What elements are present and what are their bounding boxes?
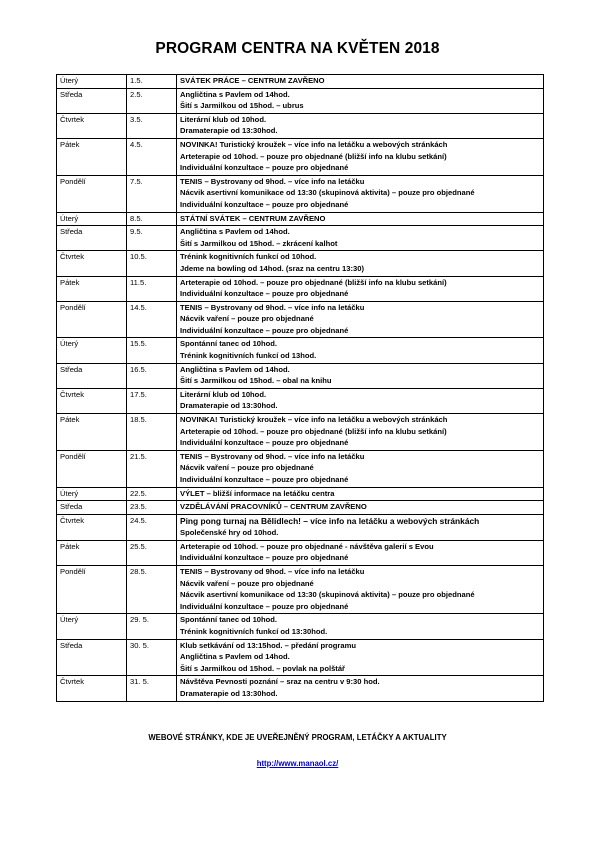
activity-line: TENIS – Bystrovany od 9hod. – více info na letáčku [180,566,365,576]
activity-line: Angličtina s Pavlem od 14hod. [180,364,290,374]
day-cell: Čtvrtek [57,251,127,276]
activity-line: Ping pong turnaj na Bělidlech! – více info na letáčku a webových stránkách [180,515,480,526]
day-cell: Pondělí [57,565,127,613]
day-cell: Čtvrtek [57,388,127,413]
table-row [57,514,544,540]
date-cell: 30. 5. [127,639,177,676]
activity-line: VÝLET – bližší informace na letáčku centra [180,488,335,498]
activity-line: Nácvik vaření – pouze pro objednané [180,314,314,324]
date-cell: 16.5. [127,363,177,388]
schedule-table [56,74,544,702]
activity-line: Trénink kognitivních funkcí od 13hod. [180,351,317,361]
date-cell: 17.5. [127,388,177,413]
page-title: PROGRAM CENTRA NA KVĚTEN 2018 [155,40,440,57]
footer-link-wrap [0,759,595,768]
date-cell: 23.5. [127,501,177,515]
day-cell: Středa [57,226,127,251]
date-cell: 29. 5. [127,614,177,639]
activity-cell [177,514,544,540]
date-cell: 1.5. [127,75,177,89]
activity-line: TENIS – Bystrovany od 9hod. – více info na letáčku [180,302,365,312]
table-row [57,88,544,113]
activity-line: Šití s Jarmilkou od 15hod. – povlak na polštář [180,663,345,673]
schedule-body [57,75,544,702]
activity-cell [177,414,544,451]
activity-line: Arteterapie od 10hod. – pouze pro objednané (bližší info na klubu setkání) [180,277,447,287]
date-cell: 31. 5. [127,676,177,701]
date-cell: 11.5. [127,276,177,301]
activity-line: Klub setkávání od 13:15hod. – předání programu [180,640,356,650]
day-cell: Čtvrtek [57,514,127,540]
activity-cell [177,301,544,338]
activity-line: Jdeme na bowling od 14hod. (sraz na centru 13:30) [180,263,364,273]
table-row [57,138,544,175]
activity-cell [177,363,544,388]
activity-line: Spontánní tanec od 10hod. [180,339,278,349]
day-cell: Pátek [57,276,127,301]
date-cell: 3.5. [127,113,177,138]
day-cell: Pátek [57,414,127,451]
activity-line: Trénink kognitivních funkcí od 10hod. [180,252,317,262]
date-cell: 18.5. [127,414,177,451]
day-cell: Pátek [57,540,127,565]
day-cell: Středa [57,363,127,388]
table-row [57,501,544,515]
footer-text: WEBOVÉ STRÁNKY, KDE JE UVEŘEJNĚNÝ PROGRAM, LETÁČKY A AKTUALITY [148,733,447,742]
day-cell: Středa [57,501,127,515]
activity-line: Individuální konzultace – pouze pro objednané [180,601,349,611]
activity-line: Angličtina s Pavlem od 14hod. [180,652,290,662]
day-cell: Středa [57,88,127,113]
activity-line: Literární klub od 10hod. [180,114,267,124]
activity-line: Angličtina s Pavlem od 14hod. [180,89,290,99]
activity-line: Spontánní tanec od 10hod. [180,615,278,625]
activity-cell [177,501,544,515]
activity-line: Dramaterapie od 13:30hod. [180,401,278,411]
day-cell: Čtvrtek [57,113,127,138]
table-row [57,75,544,89]
activity-line: Nácvik asertivní komunikace od 13:30 (skupinová aktivita) – pouze pro objednané [180,590,475,600]
date-cell: 9.5. [127,226,177,251]
table-row [57,251,544,276]
activity-line: Nácvik asertivní komunikace od 13:30 (skupinová aktivita) – pouze pro objednané [180,188,475,198]
activity-line: Angličtina s Pavlem od 14hod. [180,227,290,237]
table-row [57,276,544,301]
activity-line: NOVINKA! Turistický kroužek – více info na letáčku a webových stránkách [180,415,448,425]
date-cell: 2.5. [127,88,177,113]
table-row [57,113,544,138]
table-row [57,363,544,388]
activity-line: Dramaterapie od 13:30hod. [180,126,278,136]
activity-line: Nácvik vaření – pouze pro objednané [180,463,314,473]
table-row [57,487,544,501]
activity-cell [177,388,544,413]
activity-cell [177,639,544,676]
day-cell: Úterý [57,338,127,363]
date-cell: 24.5. [127,514,177,540]
activity-cell [177,276,544,301]
activity-line: Literární klub od 10hod. [180,389,267,399]
activity-cell [177,138,544,175]
activity-line: STÁTNÍ SVÁTEK – CENTRUM ZAVŘENO [180,213,326,223]
activity-line: Společenské hry od 10hod. [180,528,279,538]
activity-line: Arteterapie od 10hod. – pouze pro objednané (bližší info na klubu setkání) [180,426,447,436]
activity-line: Arteterapie od 10hod. – pouze pro objednané (bližší info na klubu setkání) [180,151,447,161]
activity-cell [177,487,544,501]
table-row [57,450,544,487]
day-cell: Úterý [57,487,127,501]
activity-cell [177,113,544,138]
date-cell: 22.5. [127,487,177,501]
activity-line: TENIS – Bystrovany od 9hod. – více info na letáčku [180,176,365,186]
activity-line: Šití s Jarmilkou od 15hod. – obal na knihu [180,376,332,386]
date-cell: 21.5. [127,450,177,487]
table-row [57,565,544,613]
activity-line: Individuální konzultace – pouze pro objednané [180,475,349,484]
date-cell: 7.5. [127,175,177,212]
activity-line: Nácvik vaření – pouze pro objednané [180,578,314,588]
day-cell: Pondělí [57,175,127,212]
date-cell: 8.5. [127,212,177,226]
date-cell: 10.5. [127,251,177,276]
activity-line: Arteterapie od 10hod. – pouze pro objednané - návštěva galerií s Evou [180,541,434,551]
day-cell: Pátek [57,138,127,175]
table-row [57,414,544,451]
activity-cell [177,226,544,251]
activity-cell [177,75,544,89]
activity-cell [177,212,544,226]
table-row [57,676,544,701]
table-row [57,212,544,226]
table-row [57,540,544,565]
table-row [57,338,544,363]
activity-line: SVÁTEK PRÁCE – CENTRUM ZAVŘENO [180,76,325,85]
table-row [57,614,544,639]
website-link[interactable]: http://www.manaol.cz/ [256,759,339,768]
activity-line: Individuální konzultace – pouze pro objednané [180,163,349,173]
day-cell: Čtvrtek [57,676,127,701]
day-cell: Úterý [57,75,127,89]
activity-cell [177,88,544,113]
activity-cell [177,175,544,212]
activity-line: Individuální konzultace – pouze pro objednané [180,553,349,563]
activity-line: TENIS – Bystrovany od 9hod. – více info na letáčku [180,451,365,461]
activity-cell [177,614,544,639]
activity-line: VZDĚLÁVÁNÍ PRACOVNÍKŮ – CENTRUM ZAVŘENO [180,502,367,512]
activity-line: Šití s Jarmilkou od 15hod. – zkrácení kalhot [180,238,338,248]
activity-line: Šití s Jarmilkou od 15hod. – ubrus [180,101,304,111]
day-cell: Pondělí [57,301,127,338]
activity-cell [177,540,544,565]
date-cell: 15.5. [127,338,177,363]
table-row [57,301,544,338]
date-cell: 28.5. [127,565,177,613]
activity-line: Trénink kognitivních funkcí od 13:30hod. [180,626,328,636]
day-cell: Úterý [57,614,127,639]
day-cell: Úterý [57,212,127,226]
day-cell: Pondělí [57,450,127,487]
activity-cell [177,676,544,701]
activity-line: Individuální konzultace – pouze pro objednané [180,438,349,448]
activity-cell [177,338,544,363]
date-cell: 4.5. [127,138,177,175]
table-row [57,175,544,212]
day-cell: Středa [57,639,127,676]
activity-cell [177,565,544,613]
activity-line: NOVINKA! Turistický kroužek – více info na letáčku a webových stránkách [180,139,448,149]
date-cell: 14.5. [127,301,177,338]
activity-line: Individuální konzultace – pouze pro objednané [180,199,349,209]
activity-line: Individuální konzultace – pouze pro objednané [180,289,349,299]
table-row [57,388,544,413]
activity-cell [177,251,544,276]
date-cell: 25.5. [127,540,177,565]
activity-line: Dramaterapie od 13:30hod. [180,688,278,698]
activity-line: Individuální konzultace – pouze pro objednané [180,325,349,335]
table-row [57,226,544,251]
activity-cell [177,450,544,487]
activity-line: Návštěva Pevnosti poznání – sraz na centru v 9:30 hod. [180,677,380,687]
table-row [57,639,544,676]
